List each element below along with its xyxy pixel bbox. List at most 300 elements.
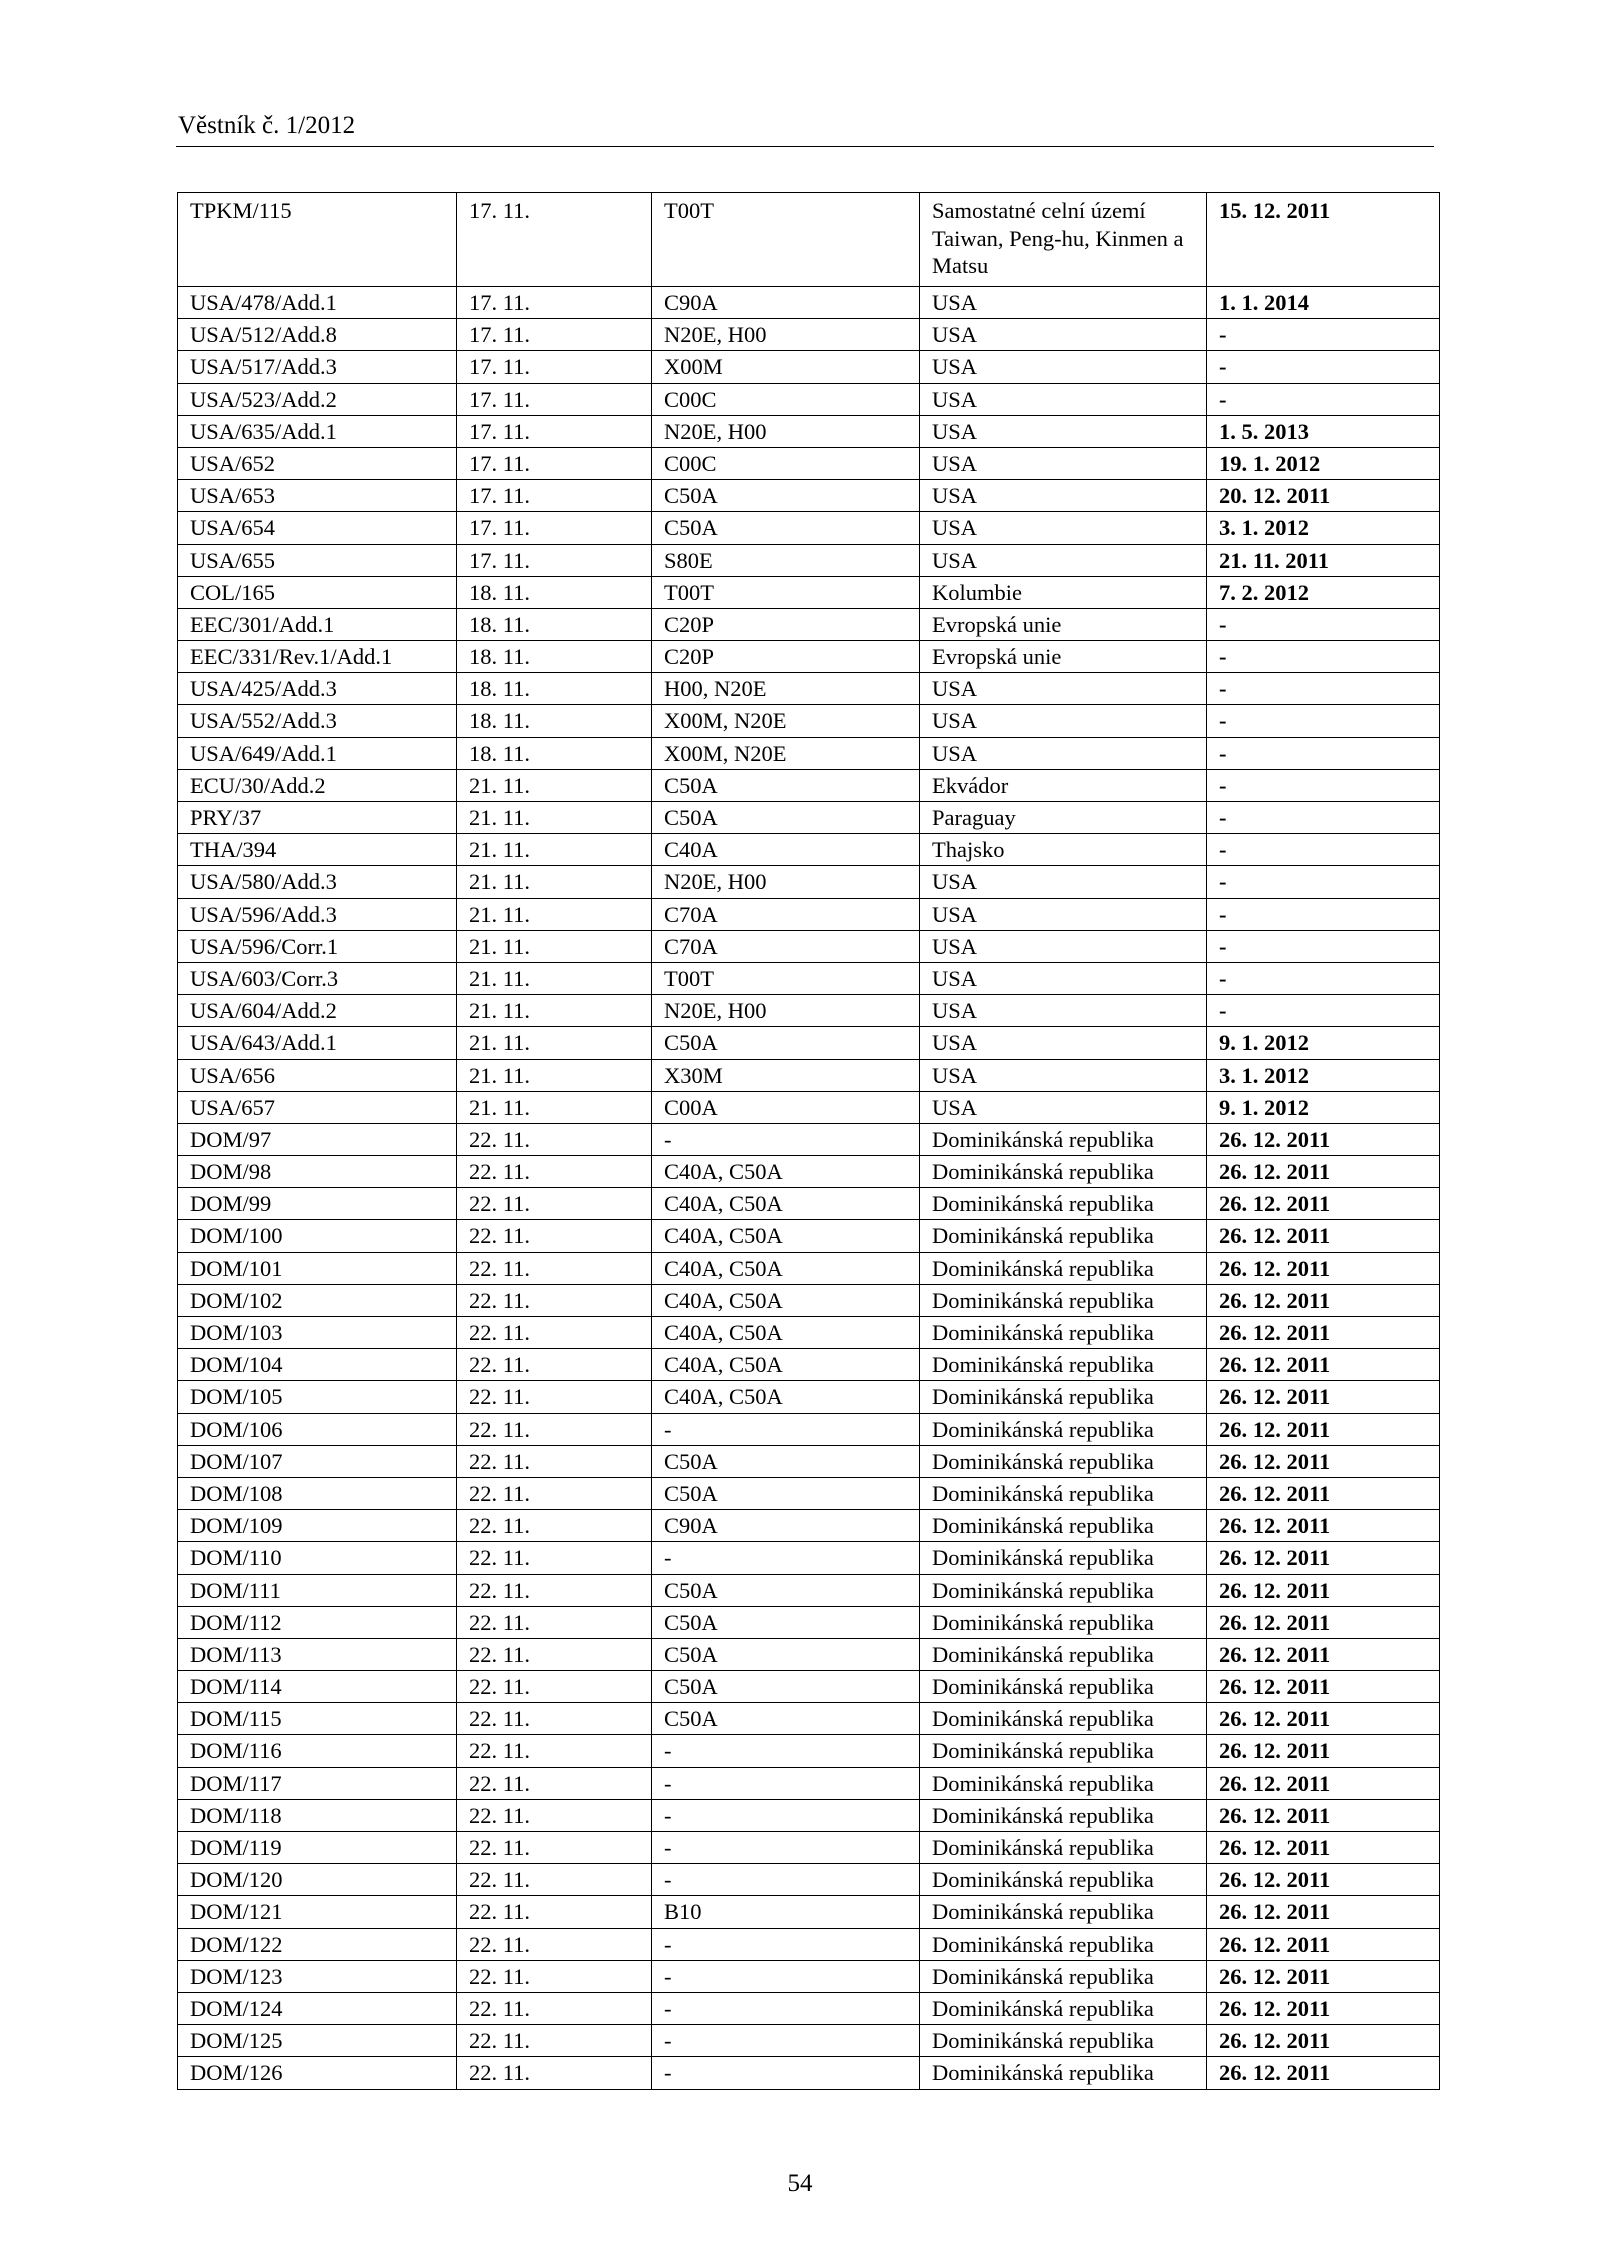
table-row [178,1638,1440,1670]
document-code-cell: USA/657 [178,1091,457,1123]
product-code-cell: C00A [652,1091,920,1123]
table-row [178,1349,1440,1381]
member-cell: Thajsko [920,834,1207,866]
effective-date-cell: - [1207,898,1440,930]
table-row [178,1188,1440,1220]
date-cell: 22. 11. [457,1574,652,1606]
member-cell: Dominikánská republika [920,1832,1207,1864]
product-code-cell: C50A [652,1477,920,1509]
table-row [178,1091,1440,1123]
document-code-cell: DOM/106 [178,1413,457,1445]
member-cell: Dominikánská republika [920,1252,1207,1284]
product-code-cell: - [652,1123,920,1155]
effective-date-cell: - [1207,962,1440,994]
table-row [178,995,1440,1027]
document-code-cell: DOM/99 [178,1188,457,1220]
product-code-cell: N20E, H00 [652,866,920,898]
table-row [178,383,1440,415]
member-cell: Ekvádor [920,769,1207,801]
effective-date-cell: 19. 1. 2012 [1207,447,1440,479]
document-code-cell: DOM/123 [178,1960,457,1992]
table-row [178,2057,1440,2089]
member-cell: USA [920,512,1207,544]
member-cell: Dominikánská republika [920,1960,1207,1992]
member-cell: USA [920,705,1207,737]
member-cell: Dominikánská republika [920,1542,1207,1574]
date-cell: 21. 11. [457,834,652,866]
document-code-cell: COL/165 [178,576,457,608]
effective-date-cell: 26. 12. 2011 [1207,1252,1440,1284]
table-row [178,705,1440,737]
product-code-cell: C40A, C50A [652,1349,920,1381]
document-code-cell: USA/649/Add.1 [178,737,457,769]
effective-date-cell: - [1207,834,1440,866]
member-cell: USA [920,930,1207,962]
header-divider [176,146,1434,147]
product-code-cell: - [652,2057,920,2089]
date-cell: 22. 11. [457,1735,652,1767]
member-cell: Dominikánská republika [920,1799,1207,1831]
effective-date-cell: 26. 12. 2011 [1207,1832,1440,1864]
member-cell: USA [920,415,1207,447]
date-cell: 21. 11. [457,930,652,962]
document-code-cell: DOM/102 [178,1284,457,1316]
effective-date-cell: 1. 5. 2013 [1207,415,1440,447]
effective-date-cell: 26. 12. 2011 [1207,1413,1440,1445]
product-code-cell: C50A [652,1606,920,1638]
member-cell: USA [920,737,1207,769]
document-code-cell: USA/512/Add.8 [178,319,457,351]
page-number: 54 [787,2170,813,2197]
table-row [178,802,1440,834]
document-code-cell: DOM/100 [178,1220,457,1252]
date-cell: 18. 11. [457,737,652,769]
effective-date-cell: 26. 12. 2011 [1207,1220,1440,1252]
product-code-cell: C70A [652,898,920,930]
product-code-cell: T00T [652,193,920,287]
table-row [178,1027,1440,1059]
member-cell: Evropská unie [920,641,1207,673]
document-code-cell: USA/523/Add.2 [178,383,457,415]
table-row [178,1445,1440,1477]
effective-date-cell: 20. 12. 2011 [1207,480,1440,512]
product-code-cell: C50A [652,1574,920,1606]
date-cell: 22. 11. [457,1317,652,1349]
table-row [178,1413,1440,1445]
document-code-cell: USA/653 [178,480,457,512]
effective-date-cell: 26. 12. 2011 [1207,1156,1440,1188]
product-code-cell: - [652,1864,920,1896]
product-code-cell: C40A, C50A [652,1381,920,1413]
effective-date-cell: 3. 1. 2012 [1207,1059,1440,1091]
document-code-cell: USA/604/Add.2 [178,995,457,1027]
product-code-cell: C20P [652,608,920,640]
product-code-cell: - [652,2025,920,2057]
document-code-cell: DOM/117 [178,1767,457,1799]
date-cell: 22. 11. [457,2025,652,2057]
member-cell: Dominikánská republika [920,1156,1207,1188]
effective-date-cell: 3. 1. 2012 [1207,512,1440,544]
product-code-cell: C40A, C50A [652,1317,920,1349]
effective-date-cell: 21. 11. 2011 [1207,544,1440,576]
product-code-cell: - [652,1832,920,1864]
member-cell: USA [920,866,1207,898]
date-cell: 21. 11. [457,866,652,898]
table-row [178,834,1440,866]
notification-table [177,192,1440,2090]
date-cell: 22. 11. [457,1928,652,1960]
product-code-cell: C90A [652,287,920,319]
table-row [178,447,1440,479]
document-code-cell: PRY/37 [178,802,457,834]
date-cell: 22. 11. [457,1445,652,1477]
date-cell: 22. 11. [457,1864,652,1896]
document-code-cell: DOM/116 [178,1735,457,1767]
product-code-cell: C40A, C50A [652,1188,920,1220]
table-row [178,1510,1440,1542]
product-code-cell: C90A [652,1510,920,1542]
document-code-cell: DOM/125 [178,2025,457,2057]
date-cell: 22. 11. [457,1638,652,1670]
document-code-cell: DOM/105 [178,1381,457,1413]
member-cell: Dominikánská republika [920,1510,1207,1542]
table-row [178,1381,1440,1413]
document-code-cell: ECU/30/Add.2 [178,769,457,801]
date-cell: 17. 11. [457,447,652,479]
table-row [178,1059,1440,1091]
member-cell: USA [920,480,1207,512]
document-code-cell: DOM/121 [178,1896,457,1928]
table-row [178,480,1440,512]
date-cell: 22. 11. [457,1767,652,1799]
effective-date-cell: - [1207,608,1440,640]
date-cell: 22. 11. [457,1542,652,1574]
product-code-cell: - [652,1799,920,1831]
date-cell: 22. 11. [457,1252,652,1284]
member-cell: Dominikánská republika [920,1638,1207,1670]
table-row [178,898,1440,930]
effective-date-cell: 26. 12. 2011 [1207,1960,1440,1992]
effective-date-cell: - [1207,383,1440,415]
member-cell: Dominikánská republika [920,1606,1207,1638]
document-code-cell: DOM/113 [178,1638,457,1670]
effective-date-cell: 26. 12. 2011 [1207,1510,1440,1542]
effective-date-cell: 26. 12. 2011 [1207,1767,1440,1799]
effective-date-cell: 26. 12. 2011 [1207,1381,1440,1413]
product-code-cell: C50A [652,1638,920,1670]
effective-date-cell: 26. 12. 2011 [1207,1671,1440,1703]
document-code-cell: USA/425/Add.3 [178,673,457,705]
date-cell: 22. 11. [457,1188,652,1220]
document-code-cell: USA/652 [178,447,457,479]
date-cell: 22. 11. [457,1381,652,1413]
effective-date-cell: 26. 12. 2011 [1207,1928,1440,1960]
effective-date-cell: 9. 1. 2012 [1207,1027,1440,1059]
date-cell: 22. 11. [457,1123,652,1155]
document-code-cell: USA/478/Add.1 [178,287,457,319]
table-row [178,1123,1440,1155]
effective-date-cell: - [1207,930,1440,962]
member-cell: Dominikánská republika [920,1123,1207,1155]
document-code-cell: DOM/112 [178,1606,457,1638]
document-code-cell: DOM/107 [178,1445,457,1477]
member-cell: Evropská unie [920,608,1207,640]
product-code-cell: B10 [652,1896,920,1928]
effective-date-cell: 26. 12. 2011 [1207,1284,1440,1316]
effective-date-cell: 26. 12. 2011 [1207,1606,1440,1638]
effective-date-cell: 26. 12. 2011 [1207,2025,1440,2057]
effective-date-cell: - [1207,705,1440,737]
effective-date-cell: 9. 1. 2012 [1207,1091,1440,1123]
document-code-cell: DOM/103 [178,1317,457,1349]
table-row [178,1767,1440,1799]
document-code-cell: DOM/122 [178,1928,457,1960]
page-header-title: Věstník č. 1/2012 [178,112,356,139]
product-code-cell: C40A, C50A [652,1284,920,1316]
member-cell: Dominikánská republika [920,1928,1207,1960]
document-code-cell: DOM/111 [178,1574,457,1606]
table-row [178,1799,1440,1831]
product-code-cell: C40A [652,834,920,866]
member-cell: Dominikánská republika [920,1317,1207,1349]
date-cell: 17. 11. [457,415,652,447]
table-row [178,1252,1440,1284]
date-cell: 17. 11. [457,319,652,351]
effective-date-cell: - [1207,737,1440,769]
table-row [178,351,1440,383]
date-cell: 21. 11. [457,962,652,994]
product-code-cell: C50A [652,769,920,801]
table-row [178,287,1440,319]
date-cell: 22. 11. [457,1992,652,2024]
table-row [178,1960,1440,1992]
date-cell: 17. 11. [457,287,652,319]
effective-date-cell: 26. 12. 2011 [1207,1574,1440,1606]
effective-date-cell: - [1207,995,1440,1027]
date-cell: 22. 11. [457,1510,652,1542]
table-row [178,415,1440,447]
table-row [178,1574,1440,1606]
document-code-cell: DOM/115 [178,1703,457,1735]
effective-date-cell: 26. 12. 2011 [1207,1477,1440,1509]
table-row [178,1671,1440,1703]
document-code-cell: DOM/108 [178,1477,457,1509]
product-code-cell: N20E, H00 [652,319,920,351]
product-code-cell: C70A [652,930,920,962]
member-cell: Dominikánská republika [920,1864,1207,1896]
document-code-cell: USA/596/Corr.1 [178,930,457,962]
member-cell: USA [920,287,1207,319]
effective-date-cell: - [1207,319,1440,351]
date-cell: 17. 11. [457,193,652,287]
document-code-cell: DOM/101 [178,1252,457,1284]
date-cell: 22. 11. [457,1477,652,1509]
product-code-cell: X00M, N20E [652,705,920,737]
date-cell: 22. 11. [457,1413,652,1445]
product-code-cell: T00T [652,576,920,608]
product-code-cell: - [652,1992,920,2024]
date-cell: 22. 11. [457,1220,652,1252]
member-cell: USA [920,962,1207,994]
member-cell: USA [920,351,1207,383]
document-code-cell: DOM/109 [178,1510,457,1542]
member-cell: Dominikánská republika [920,1896,1207,1928]
member-cell: Dominikánská republika [920,1671,1207,1703]
member-cell: USA [920,1027,1207,1059]
product-code-cell: C00C [652,383,920,415]
table-row [178,930,1440,962]
member-cell: USA [920,544,1207,576]
product-code-cell: C50A [652,1703,920,1735]
member-cell: Kolumbie [920,576,1207,608]
member-cell: USA [920,898,1207,930]
member-cell: Dominikánská republika [920,1220,1207,1252]
member-cell: USA [920,673,1207,705]
effective-date-cell: - [1207,802,1440,834]
date-cell: 22. 11. [457,1703,652,1735]
effective-date-cell: 15. 12. 2011 [1207,193,1440,287]
product-code-cell: - [652,1960,920,1992]
effective-date-cell: 7. 2. 2012 [1207,576,1440,608]
table-row [178,1735,1440,1767]
member-cell: Dominikánská republika [920,1992,1207,2024]
effective-date-cell: - [1207,351,1440,383]
table-row [178,544,1440,576]
document-code-cell: DOM/98 [178,1156,457,1188]
member-cell: Dominikánská republika [920,2025,1207,2057]
product-code-cell: - [652,1767,920,1799]
document-code-cell: USA/580/Add.3 [178,866,457,898]
effective-date-cell: 26. 12. 2011 [1207,1542,1440,1574]
document-code-cell: DOM/126 [178,2057,457,2089]
member-cell: Paraguay [920,802,1207,834]
table-row [178,1928,1440,1960]
date-cell: 18. 11. [457,641,652,673]
product-code-cell: C20P [652,641,920,673]
date-cell: 22. 11. [457,1156,652,1188]
table-row [178,1220,1440,1252]
date-cell: 18. 11. [457,705,652,737]
effective-date-cell: - [1207,866,1440,898]
effective-date-cell: 26. 12. 2011 [1207,1992,1440,2024]
member-cell: USA [920,995,1207,1027]
product-code-cell: - [652,1928,920,1960]
date-cell: 17. 11. [457,383,652,415]
table-row [178,866,1440,898]
date-cell: 21. 11. [457,769,652,801]
table-row [178,641,1440,673]
table-row [178,1542,1440,1574]
date-cell: 22. 11. [457,1960,652,1992]
effective-date-cell: 26. 12. 2011 [1207,1864,1440,1896]
document-code-cell: DOM/110 [178,1542,457,1574]
product-code-cell: C50A [652,1027,920,1059]
table-row [178,193,1440,287]
product-code-cell: X00M [652,351,920,383]
member-cell: Dominikánská republika [920,2057,1207,2089]
date-cell: 18. 11. [457,673,652,705]
notification-table-body [178,193,1440,2090]
effective-date-cell: 26. 12. 2011 [1207,1703,1440,1735]
product-code-cell: C50A [652,1445,920,1477]
effective-date-cell: 26. 12. 2011 [1207,1445,1440,1477]
date-cell: 22. 11. [457,1284,652,1316]
document-code-cell: EEC/301/Add.1 [178,608,457,640]
document-code-cell: USA/517/Add.3 [178,351,457,383]
table-row [178,769,1440,801]
date-cell: 17. 11. [457,512,652,544]
table-row [178,1606,1440,1638]
table-row [178,608,1440,640]
date-cell: 22. 11. [457,1606,652,1638]
member-cell: Dominikánská republika [920,1735,1207,1767]
date-cell: 21. 11. [457,1059,652,1091]
table-row [178,576,1440,608]
date-cell: 21. 11. [457,802,652,834]
member-cell: Dominikánská republika [920,1188,1207,1220]
effective-date-cell: 26. 12. 2011 [1207,1896,1440,1928]
product-code-cell: C40A, C50A [652,1252,920,1284]
effective-date-cell: 26. 12. 2011 [1207,1123,1440,1155]
table-row [178,673,1440,705]
member-cell: USA [920,319,1207,351]
document-code-cell: DOM/114 [178,1671,457,1703]
table-row [178,1703,1440,1735]
table-row [178,1284,1440,1316]
effective-date-cell: - [1207,641,1440,673]
product-code-cell: C50A [652,802,920,834]
table-row [178,319,1440,351]
table-row [178,737,1440,769]
table-row [178,1317,1440,1349]
document-code-cell: DOM/120 [178,1864,457,1896]
date-cell: 21. 11. [457,898,652,930]
document-code-cell: DOM/119 [178,1832,457,1864]
effective-date-cell: 26. 12. 2011 [1207,2057,1440,2089]
table-row [178,1896,1440,1928]
member-cell: Samostatné celní území Taiwan, Peng-hu, Kinmen a Matsu [920,193,1207,287]
date-cell: 21. 11. [457,1027,652,1059]
member-cell: USA [920,383,1207,415]
date-cell: 21. 11. [457,995,652,1027]
document-code-cell: USA/656 [178,1059,457,1091]
document-code-cell: DOM/124 [178,1992,457,2024]
effective-date-cell: 26. 12. 2011 [1207,1349,1440,1381]
member-cell: USA [920,1091,1207,1123]
effective-date-cell: - [1207,769,1440,801]
member-cell: Dominikánská republika [920,1703,1207,1735]
date-cell: 22. 11. [457,1896,652,1928]
date-cell: 21. 11. [457,1091,652,1123]
member-cell: Dominikánská republika [920,1574,1207,1606]
product-code-cell: C50A [652,512,920,544]
member-cell: Dominikánská republika [920,1284,1207,1316]
effective-date-cell: 26. 12. 2011 [1207,1317,1440,1349]
date-cell: 17. 11. [457,480,652,512]
product-code-cell: C40A, C50A [652,1156,920,1188]
member-cell: Dominikánská republika [920,1413,1207,1445]
member-cell: Dominikánská republika [920,1477,1207,1509]
member-cell: Dominikánská republika [920,1381,1207,1413]
product-code-cell: N20E, H00 [652,415,920,447]
document-code-cell: USA/654 [178,512,457,544]
table-row [178,1992,1440,2024]
table-row [178,1832,1440,1864]
date-cell: 22. 11. [457,1799,652,1831]
product-code-cell: X30M [652,1059,920,1091]
table-row [178,512,1440,544]
effective-date-cell: 26. 12. 2011 [1207,1735,1440,1767]
